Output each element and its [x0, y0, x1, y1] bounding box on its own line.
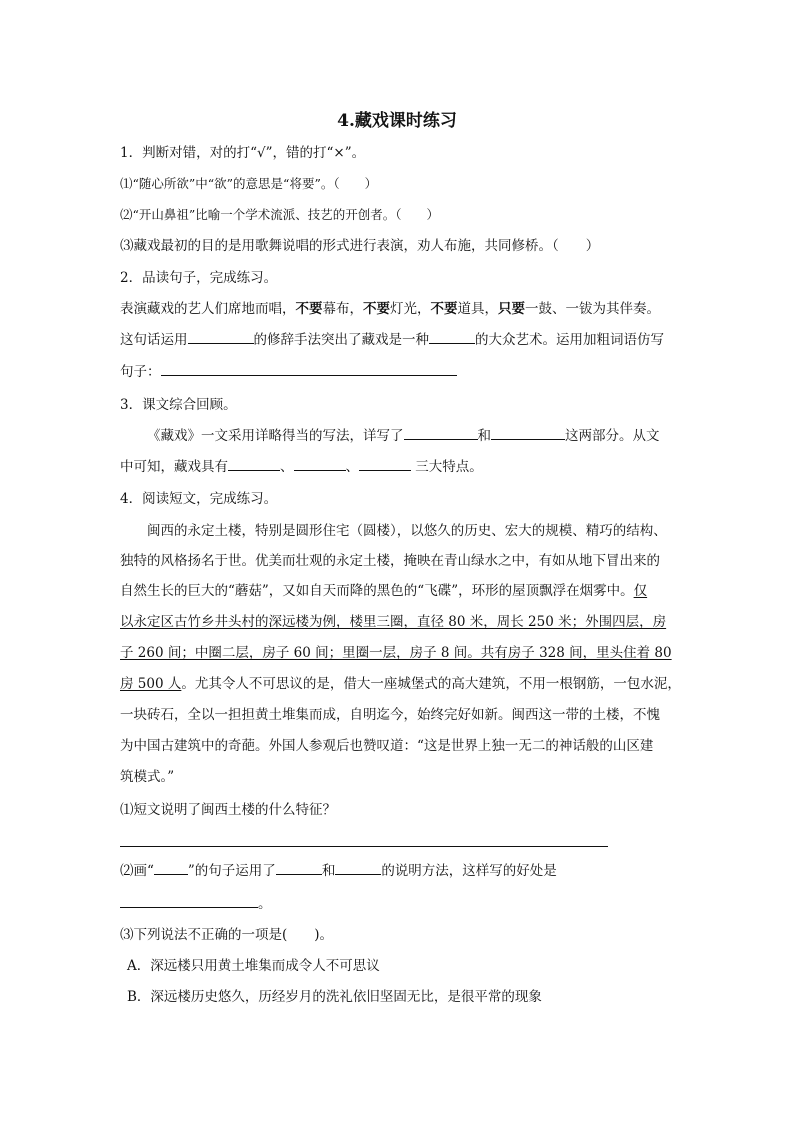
q2-line2-text-b: 的修辞手法突出了藏戏是一种	[253, 332, 429, 348]
q4-sub-question-1: ⑴短文说明了闽西土楼的什么特征？	[120, 802, 336, 818]
q3-line-1	[120, 425, 680, 447]
bold-word-3: 不要	[430, 301, 458, 317]
q4-sub-question-3: ⑶下列说法不正确的一项是( )。	[120, 927, 334, 943]
option-b[interactable]: B．深远楼历史悠久，历经岁月的洗礼依旧坚固无比，是很平常的现象	[127, 989, 542, 1005]
q2-heading: 2．品读句子，完成练习。	[120, 270, 278, 286]
q1-item-2: ⑵“开山鼻祖”比喻一个学术流派、技艺的开创者。（ ）	[120, 207, 440, 222]
q2-sentence-part-5: 一鼓、一钹为其伴奏。	[525, 301, 660, 317]
q2-sentence-part-4: 道具，	[457, 301, 498, 317]
answer-blank[interactable]	[294, 456, 346, 471]
q3-line1-text-c: 这两部分。从文	[565, 428, 660, 444]
answer-blank[interactable]	[491, 425, 565, 440]
underlined-passage-line: 以永定区古竹乡井头村的深远楼为例，楼里三圈，直径 80 米，周长 250 米；外围四层，房	[120, 614, 667, 630]
answer-blank[interactable]	[359, 456, 411, 471]
answer-blank[interactable]	[404, 425, 478, 440]
answer-blank[interactable]	[120, 893, 258, 908]
answer-blank[interactable]	[335, 860, 381, 875]
sub2-end: 。	[258, 896, 272, 912]
passage-text: 自然生长的巨大的“蘑菇”，又如自天而降的黑色的“飞碟”，环形的屋顶飘浮在烟雾中。	[120, 583, 634, 599]
q2-sentence-part-1: 表演藏戏的艺人们席地而唱，	[120, 301, 296, 317]
answer-blank[interactable]	[188, 329, 254, 344]
bold-word-4: 只要	[498, 301, 525, 317]
bold-word-2: 不要	[363, 301, 390, 317]
q1-heading: 1．判断对错，对的打“√”，错的打“×”。	[120, 145, 366, 161]
q1-item-1: ⑴“随心所欲”中“欲”的意思是“将要”。（ ）	[120, 176, 378, 191]
sub2-text-a: ⑵画“	[120, 863, 154, 879]
q2-line-2	[120, 329, 680, 351]
q3-line2-text-a: 中可知，藏戏具有	[120, 459, 228, 475]
underlined-passage-line: 子 260 间；中圈二层，房子 60 间；里圈一层，房子 8 间。共有房子 328 间，里头住着 80	[120, 645, 672, 661]
underline-sample	[154, 860, 188, 875]
q2-line-3	[120, 361, 680, 383]
option-a[interactable]: A．深远楼只用黄土堆集而成令人不可思议	[127, 958, 380, 974]
page-title: 4.藏戏课时练习	[337, 111, 457, 131]
passage-line	[120, 580, 680, 602]
q3-line-2	[120, 456, 680, 478]
answer-blank[interactable]	[228, 456, 280, 471]
bold-word-1: 不要	[295, 301, 323, 317]
q2-line3-label: 句子：	[120, 364, 161, 380]
sub2-text-c: 和	[321, 863, 336, 879]
q3-line1-text-b: 和	[477, 428, 491, 444]
q3-line2-text-b: 三大特点。	[415, 459, 483, 475]
answer-line[interactable]	[120, 846, 608, 847]
q4-heading: 4．阅读短文，完成练习。	[120, 491, 278, 507]
passage-text: 。尤其令人不可思议的是，借大一座城堡式的高大建筑，不用一根钢筋，一包水泥，	[181, 676, 681, 692]
answer-blank[interactable]	[161, 361, 457, 376]
q3-heading: 3．课文综合回顾。	[120, 397, 237, 413]
q4-sub-question-2-answer	[120, 893, 680, 915]
q3-line1-text-a: 《藏戏》一文采用详略得当的写法，详写了	[147, 428, 404, 444]
q3-separator: 、	[280, 459, 294, 475]
q2-line2-text-c: 的大众艺术。运用加粗词语仿写	[475, 332, 664, 348]
underlined-text: 房 500 人	[120, 676, 182, 692]
passage-line	[120, 673, 680, 695]
q2-sentence	[120, 298, 680, 320]
passage-line: 闽西的永定土楼，特别是圆形住宅（圆楼），以悠久的历史、宏大的规模、精巧的结构、	[147, 523, 667, 539]
answer-blank[interactable]	[276, 860, 322, 875]
passage-line: 为中国古建筑中的奇葩。外国人参观后也赞叹道：“这是世界上独一无二的神话般的山区建	[120, 738, 654, 754]
q3-separator: 、	[345, 459, 359, 475]
sub2-text-b: ”的句子运用了	[187, 863, 276, 879]
answer-blank[interactable]	[429, 329, 475, 344]
underlined-text: 仅	[633, 583, 648, 599]
passage-line: 一块砖石，全以一担担黄土堆集而成，自明迄今，始终完好如新。闽西这一带的土楼，不愧	[120, 707, 660, 723]
q2-line2-text-a: 这句话运用	[120, 332, 188, 348]
q1-item-3: ⑶藏戏最初的目的是用歌舞说唱的形式进行表演，劝人布施，共同修桥。（ ）	[120, 238, 600, 254]
q4-sub-question-2	[120, 860, 680, 882]
q2-sentence-part-3: 灯光，	[390, 301, 431, 317]
sub2-text-d: 的说明方法，这样写的好处是	[381, 863, 557, 879]
passage-line: 筑模式。”	[120, 769, 175, 785]
passage-line: 独特的风格扬名于世。优美而壮观的永定土楼，掩映在青山绿水之中，有如从地下冒出来的	[120, 553, 660, 569]
q2-sentence-part-2: 幕布，	[322, 301, 363, 317]
